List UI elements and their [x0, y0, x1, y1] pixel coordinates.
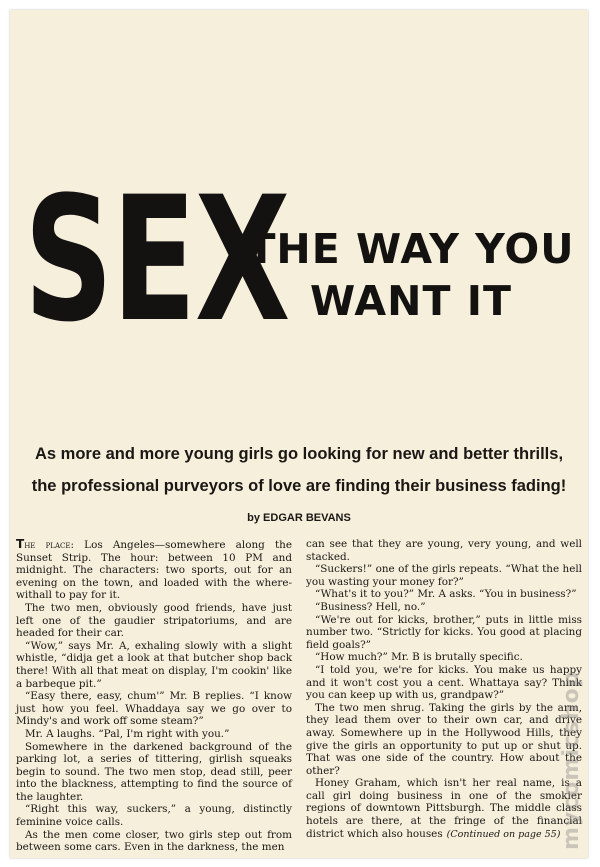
paragraph: Mr. A laughs. “Pal, I'm right with you.”: [25, 727, 230, 740]
paragraph: The two men shrug. Taking the girls by the arm, they lead them over to their own car, and drive away. Somewhere up in the Hollywood Hills, they give the girls an opportunity to put up or shut up. That was one side of the country. How about the other?: [306, 701, 582, 777]
byline: by EDGAR BEVANS: [247, 512, 351, 524]
watermark: mycomicshop: [559, 670, 584, 850]
paragraph: “Suckers!” one of the girls repeats. “What the hell you wasting your money for?”: [306, 563, 582, 588]
dek-line1: As more and more young girls go looking for new and better thrills,: [34, 445, 564, 463]
paragraph: The two men, obviously good friends, have just left one of the gaudier stripatoriums, and are headed for their car.: [16, 601, 292, 640]
headline-block: [10, 160, 588, 360]
paragraph: “Easy there, easy, chum'” Mr. B replies. “I know just how you feel. Whaddaya say we go over to Mindy's and work off some steam?”: [16, 690, 292, 728]
paragraph: “Business? Hell, no.”: [315, 600, 426, 613]
dek-line2: the professional purveyors of love are finding their business fading!: [31, 477, 567, 495]
paragraph: can see that they are young, very young, and well stacked.: [306, 538, 582, 563]
paragraph: “We're out for kicks, brother,” puts in little miss number two. “Strictly for kicks. You good at placing field goals?”: [306, 613, 582, 651]
paragraph: Somewhere in the darkened background of the parking lot, a series of tittering, girlish squeaks begin to sound. The two men stop, dead still, peer into the blackness, attempting to find the source of the laughter.: [16, 740, 292, 803]
article-body: [16, 538, 582, 856]
paragraph: [306, 777, 582, 841]
headline-subtitle-line1: THE WAY YOU: [247, 225, 575, 273]
paragraph-text: Honey Graham, which isn't her real name, is a call girl doing business in one of the smokier regions of downtown Pittsburgh. The middle class hotels are there, at the fringe of the financial district which also houses: [306, 777, 582, 840]
lead-in: he place:: [24, 539, 74, 551]
headline-subtitle: [246, 223, 576, 327]
paragraph: As the men come closer, two girls step out from between some cars. Even in the darkness, the men: [16, 828, 292, 854]
paragraph: “How much?” Mr. B is brutally specific.: [315, 651, 523, 664]
body-column-left: [16, 538, 292, 856]
magazine-page: [10, 10, 588, 858]
continued-note: (Continued on page 55): [446, 828, 561, 840]
paragraph: [16, 538, 292, 602]
headline-subtitle-line2: WANT IT: [310, 277, 512, 325]
headline-main: SEX: [24, 159, 289, 360]
drop-cap: T: [16, 537, 25, 551]
body-column-right: [306, 538, 582, 856]
paragraph: “What's it to you?” Mr. A asks. “You in business?”: [315, 588, 577, 601]
paragraph-text: Los Angeles—somewhere along the Sunset Strip. The hour: between 10 PM and midnight. The characters: two sports, out for an evening on the town, and loaded with the where-withall to pay for it.: [16, 539, 293, 602]
paragraph: “Right this way, suckers,” a young, distinctly feminine voice calls.: [16, 803, 292, 829]
paragraph: “I told you, we're for kicks. You make us happy and it won't cost you a cent. Whattaya say? Think you can keep up with us, grandpaw?”: [306, 663, 582, 702]
paragraph: “Wow,” says Mr. A, exhaling slowly with a slight whistle, “didja get a look at that butcher shop back there! With all that meat on display, I'm cookin' like a barbeque pit.”: [16, 639, 292, 690]
article-dek: [30, 438, 568, 502]
